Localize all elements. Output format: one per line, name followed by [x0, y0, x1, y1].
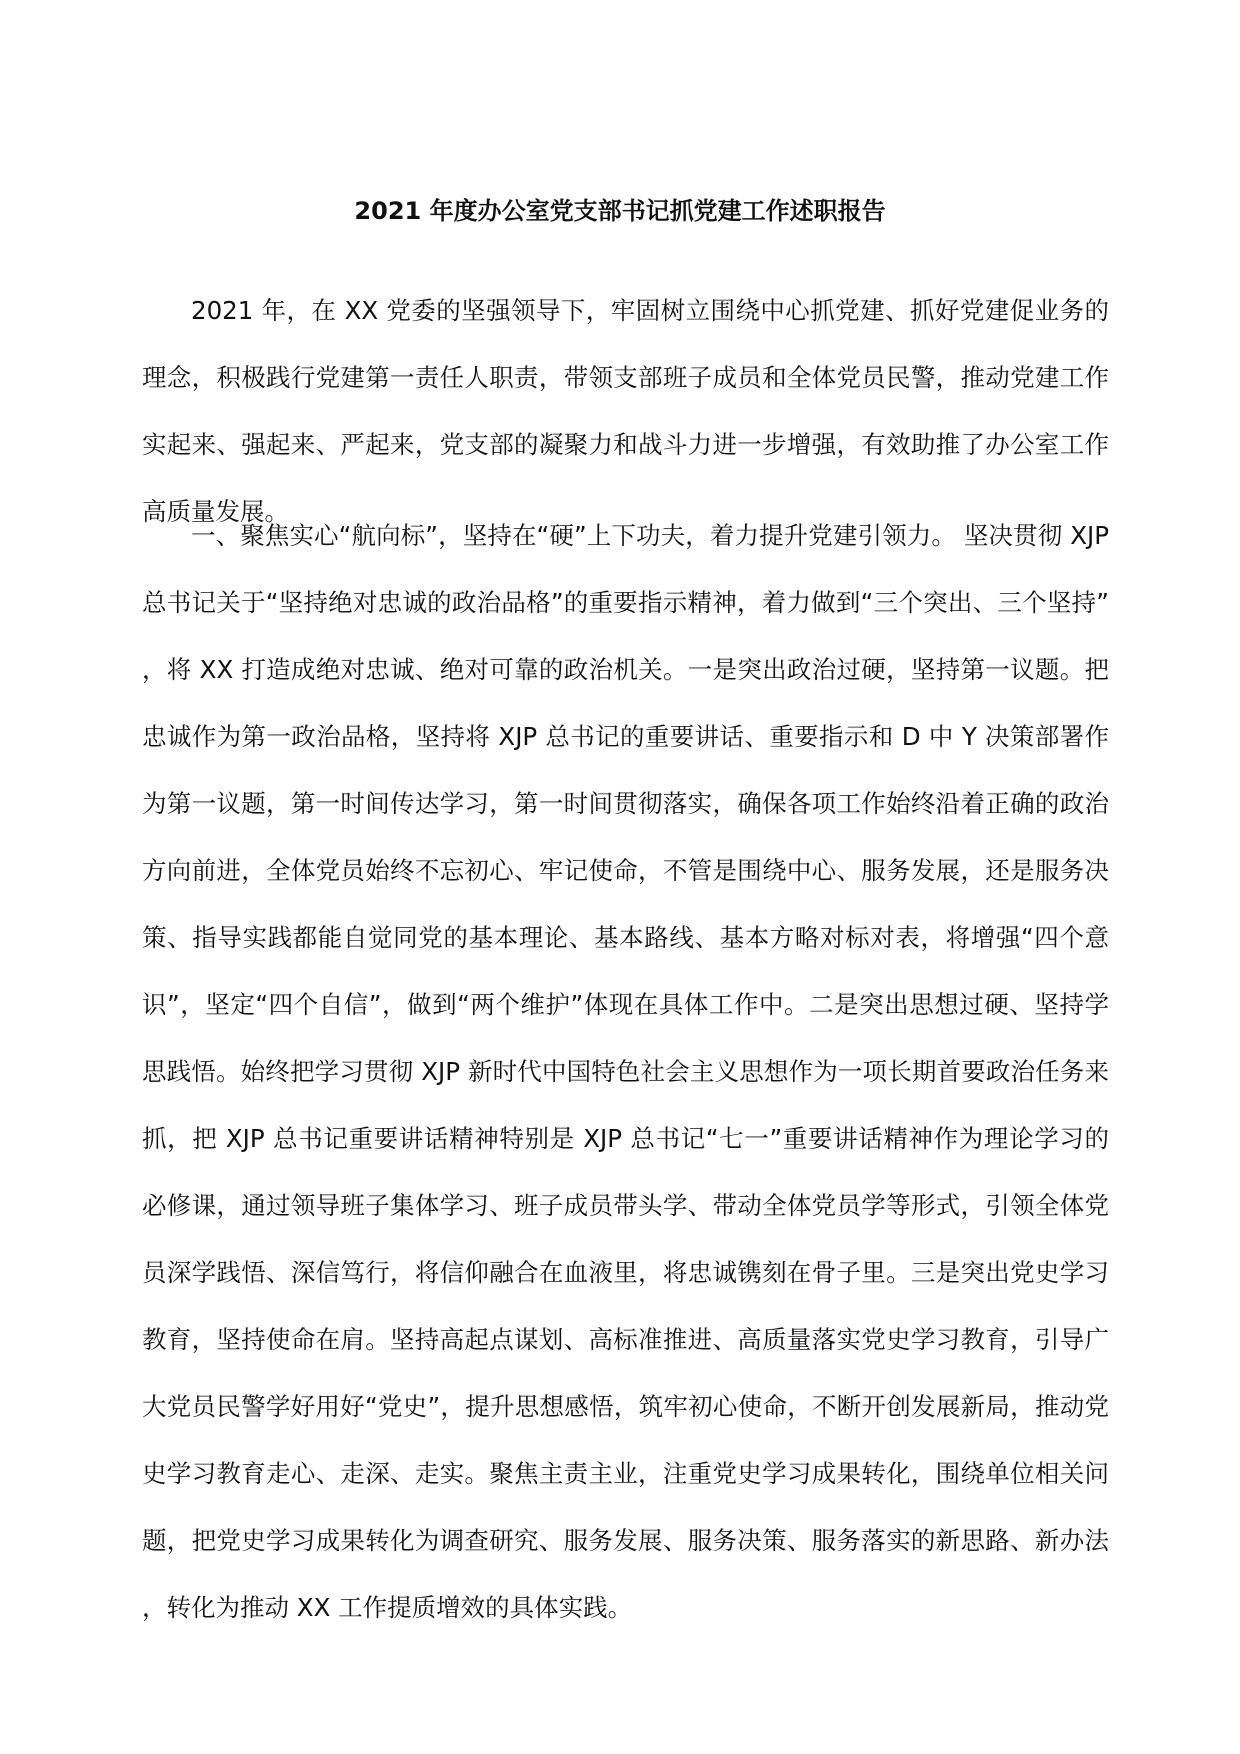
paragraph-intro: 2021 年，在 XX 党委的坚强领导下，牢固树立围绕中心抓党建、抓好党建促业务的理念，积极践行党建第一责任人职责，带领支部班子成员和全体党员民警，推动党建工作实起来、强起来、严起来，党支部的凝聚力和战斗力进一步增强，有效助推了办公室工作高质量发展。: [142, 296, 1109, 526]
paragraph-section-1: [142, 502, 1109, 1641]
document-title: 2021 年度办公室党支部书记抓党建工作述职报告: [354, 197, 886, 225]
section-body: 坚决贯彻 XJP 总书记关于“坚持绝对忠诚的政治品格”的重要指示精神，着力做到“三个突出、三个坚持”，将 XX 打造成绝对忠诚、绝对可靠的政治机关。一是突出政治过硬，坚持第一议题。把忠诚作为第一政治品格，坚持将 XJP 总书记的重要讲话、重要指示和 D 中 Y 决策部署作为第一议题，第一时间传达学习，第一时间贯彻落实，确保各项工作始终沿着正确的政治方向前进，全体党员始终不忘初心、牢记使命，不管是围绕中心、服务发展，还是服务决策、指导实践都能自觉同党的基本理论、基本路线、基本方略对标对表，将增强“四个意识”，坚定“四个自信”，做到“两个维护”体现在具体工作中。二是突出思想过硬、坚持学思践悟。始终把学习贯彻 XJP 新时代中国特色社会主义思想作为一项长期首要政治任务来抓，把 XJP 总书记重要讲话精神特别是 XJP 总书记“七一”重要讲话精神作为理论学习的必修课，通过领导班子集体学习、班子成员带头学、带动全体党员学等形式，引领全体党员深学践悟、深信笃行，将信仰融合在血液里，将忠诚镌刻在骨子里。三是突出党史学习教育，坚持使命在肩。坚持高起点谋划、高标准推进、高质量落实党史学习教育，引导广大党员民警学好用好“党史”，提升思想感悟，筑牢初心使命，不断开创发展新局，推动党史学习教育走心、走深、走实。聚焦主责主业，注重党史学习成果转化，围绕单位相关问题，把党史学习成果转化为调查研究、服务发展、服务决策、服务落实的新思路、新办法，转化为推动 XX 工作提质增效的具体实践。: [142, 521, 1109, 1622]
section-heading: 一、聚焦实心“航向标”，坚持在“硬”上下功夫，着力提升党建引领力。: [191, 521, 956, 550]
